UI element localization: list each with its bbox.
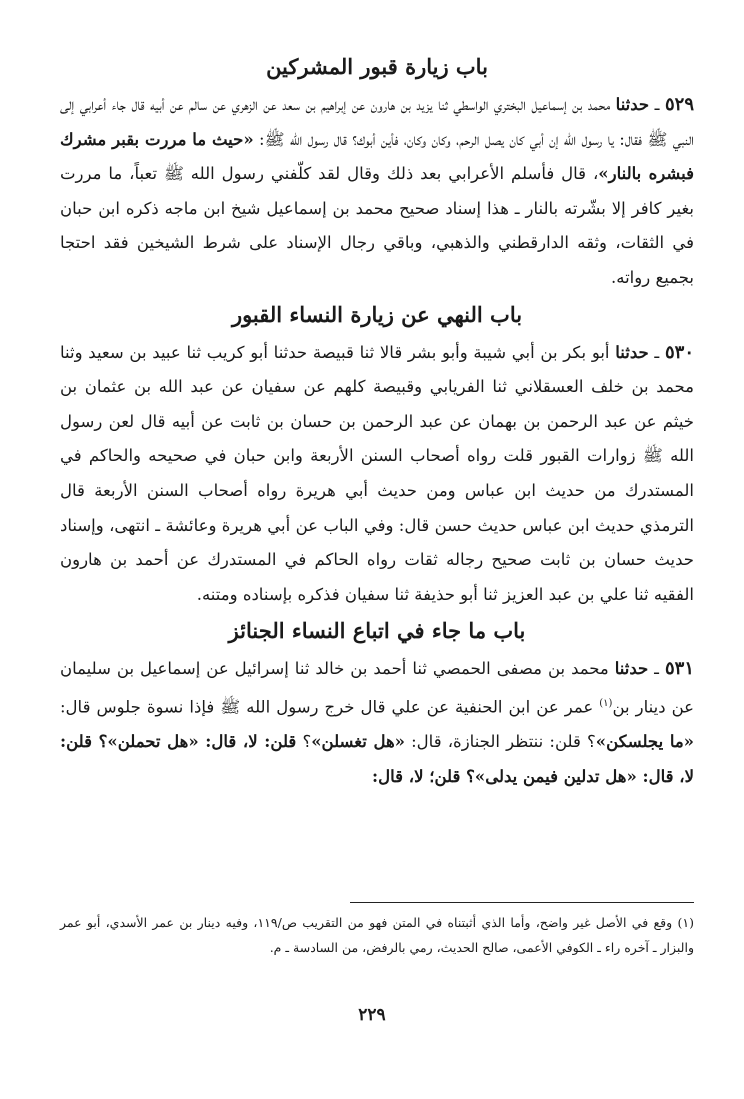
hadith-number: ٥٣٠ xyxy=(665,341,695,363)
hadith-keyword: حدثنا xyxy=(614,659,649,679)
section-531 xyxy=(60,616,694,794)
hadith-text: محمد بن إسماعيل البختري الواسطي ثنا يزيد بن هارون عن إبراهيم بن سعد عن الزهري عن سالم عن أبيه قال جاء أعرابي إلى النبي ﷺ فقال: يا رسول الله إن أبي كان يصل الرحم، وكان وكان، فأين أبوك؟ قال رسول الله ﷺ: xyxy=(60,95,694,149)
dash: ـ xyxy=(649,95,665,114)
footnote-divider xyxy=(350,902,694,903)
hadith-keyword: حدثنا xyxy=(615,342,649,362)
hadith-keyword: حدثنا xyxy=(615,95,650,114)
hadith-text: ؟ قلن: ننتظر الجنازة، قال: xyxy=(404,732,596,751)
hadith-text: أبو بكر بن أبي شيبة وأبو بشر قالا ثنا قبيصة حدثنا أبو كريب ثنا عبيد بن سعيد وثنا محمد بن خلف العسقلاني ثنا الفريابي وقبيصة كلهم عن سفيان عن عبد الله بن عثمان بن خيثم عن عبد الرحمن بن بهمان عن عبد الرحمن بن حسان بن ثابت عن أبيه قال لعن رسول الله ﷺ زوارات القبور قلت رواه أصحاب السنن الأربعة وابن حبان في صحيحه والحاكم في المستدرك من حديث ابن عباس ومن حديث أبي هريرة رواه أصحاب السنن الأربعة قال الترمذي حديث ابن عباس حديث حسن قال: وفي الباب عن أبي هريرة وعائشة ـ انتهى، وإسناد حديث حسان بن ثابت صحيح رجاله ثقات رواه الحاكم في المستدرك عن أحمد بن هارون الفقيه ثنا علي بن عبد العزيز ثنا أبو حذيفة ثنا سفيان فذكره بإسناده ومتنه. xyxy=(60,342,694,604)
chapter-title: باب ما جاء في اتباع النساء الجنائز xyxy=(228,618,526,644)
hadith-paragraph xyxy=(60,336,694,613)
chapter-title: باب النهي عن زيارة النساء القبور xyxy=(231,301,523,327)
hadith-quote: «حيث ما مررت بقبر مشرك فبشره بالنار» xyxy=(60,129,694,184)
footnote-reference[interactable]: (١) xyxy=(599,697,613,709)
hadith-text: ؟ xyxy=(296,732,312,751)
section-529 xyxy=(60,52,694,296)
chapter-title: باب زيارة قبور المشركين xyxy=(266,54,488,79)
hadith-number: ٥٢٩ xyxy=(665,94,695,115)
page-body xyxy=(60,52,694,798)
hadith-paragraph xyxy=(60,88,694,296)
dash: ـ xyxy=(648,659,665,679)
dash: ـ xyxy=(648,342,665,362)
hadith-text: محمد بن مصفى الحمصي ثنا أحمد بن خالد ثنا إسرائيل عن إسماعيل بن سليمان عن دينار بن xyxy=(60,659,694,717)
hadith-paragraph xyxy=(60,652,694,794)
hadith-dialogue: قلن: لا، قال: «هل تحملن»؟ قلن: لا، قال: «هل تدلين فيمن يدلى»؟ قلن؛ لا، قال: xyxy=(60,732,694,786)
hadith-quote: «هل تغسلن» xyxy=(311,732,405,751)
hadith-text: ، قال فأسلم الأعرابي بعد ذلك وقال لقد كلّفني رسول الله ﷺ تعباً، ما مررت بغير كافر إلا بشّرته بالنار ـ هذا إسناد صحيح محمد بن إسماعيل شيخ ابن ماجه ذكره ابن حبان في الثقات، وثقه الدارقطني والذهبي، وباقي رجال الإسناد على شرط الشيخين فقد احتجا بجميع رواته. xyxy=(60,164,694,287)
section-530 xyxy=(60,300,694,613)
hadith-text: عمر عن ابن الحنفية عن علي قال خرج رسول الله ﷺ فإذا نسوة جلوس قال: xyxy=(60,697,600,717)
footnote: (١) وقع في الأصل غير واضح، وأما الذي أثبتناه في المتن فهو من التقريب ص/١١٩، وفيه دينار بن عمر الأسدي، أبو عمر والبزار ـ آخره راء ـ الكوفي الأعمى، صالح الحديث، رمي بالرفض، من السادسة ـ م. xyxy=(60,915,694,955)
hadith-quote: «ما يجلسكن» xyxy=(595,732,694,751)
page-number: ٢٢٩ xyxy=(358,1005,386,1025)
hadith-number: ٥٣١ xyxy=(664,658,694,680)
